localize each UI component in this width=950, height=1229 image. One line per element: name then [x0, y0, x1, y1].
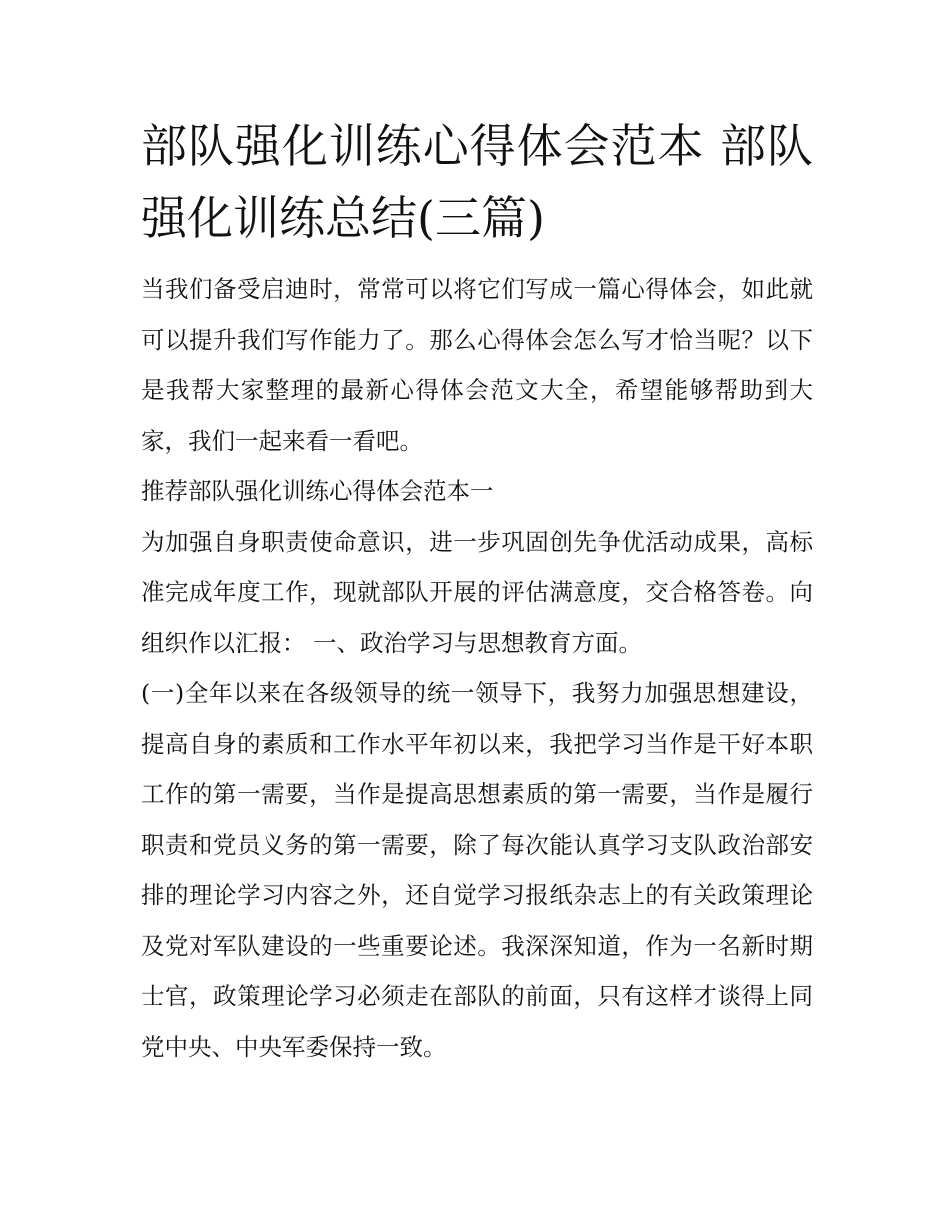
section-heading: 推荐部队强化训练心得体会范本一 — [141, 477, 494, 505]
document-page — [141, 110, 813, 1072]
body-paragraph: 为加强自身职责使命意识，进一步巩固创先争优活动成果，高标准完成年度工作，现就部队开展的评估满意度，交合格答卷。向组织作以汇报： 一、政治学习与思想教育方面。 — [141, 527, 813, 657]
body-paragraph: (一)全年以来在各级领导的统一领导下，我努力加强思想建设，提高自身的素质和工作水平年初以来，我把学习当作是干好本职工作的第一需要，当作是提高思想素质的第一需要，当作是履行职责和党员义务的第一需要，除了每次能认真学习支队政治部安排的理论学习内容之外，还自觉学习报纸杂志上的有关政策理论及党对军队建设的一些重要论述。我深深知道，作为一名新时期士官，政策理论学习必须走在部队的前面，只有这样才谈得上同党中央、中央军委保持一致。 — [141, 679, 813, 1061]
intro-paragraph: 当我们备受启迪时，常常可以将它们写成一篇心得体会，如此就可以提升我们写作能力了。那么心得体会怎么写才恰当呢？以下是我帮大家整理的最新心得体会范文大全，希望能够帮助到大家，我们一起来看一看吧。 — [141, 275, 813, 455]
document-title: 部队强化训练心得体会范本 部队强化训练总结(三篇) — [141, 119, 813, 245]
document-body — [141, 264, 813, 1072]
